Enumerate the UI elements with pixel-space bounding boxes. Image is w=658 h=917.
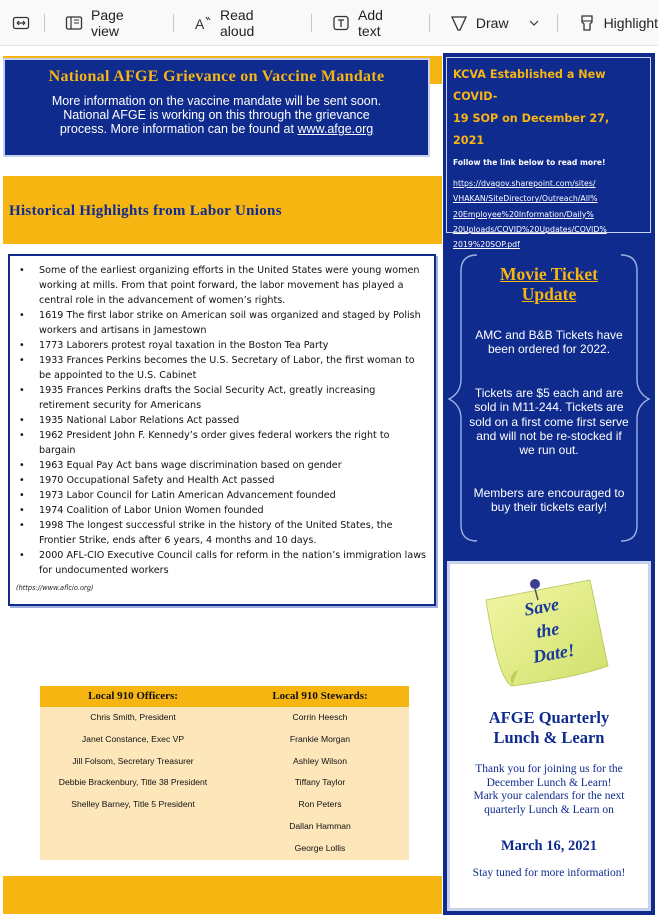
- fit-width-icon: [12, 14, 30, 32]
- list-item: • 1935 National Labor Relations Act passed: [16, 413, 428, 428]
- toolbar-divider: [173, 14, 174, 32]
- draw-icon: [450, 14, 468, 32]
- list-item: • 1974 Coalition of Labor Union Women founded: [16, 503, 428, 518]
- lunch-learn-title-line: Lunch & Learn: [493, 728, 605, 747]
- officer-name: Jill Folsom, Secretary Treasurer: [72, 755, 194, 766]
- stewards-column: [236, 686, 404, 860]
- list-item: • 1935 Frances Perkins drafts the Social Security Act, greatly increasing retirement security for Americans: [16, 383, 428, 413]
- svg-text:A: A: [195, 15, 205, 32]
- highlight-button[interactable]: [578, 0, 658, 45]
- officer-name: Chris Smith, President: [90, 712, 176, 722]
- lunch-learn-line: Thank you for joining us for the December Lunch & Learn!: [475, 763, 623, 789]
- bottom-yellow-band: [3, 876, 442, 914]
- list-item: • 1963 Equal Pay Act bans wage discrimination based on gender: [16, 458, 428, 473]
- sop-link-line[interactable]: 20Uploads/COVID%20Updates/COVID%: [453, 224, 607, 234]
- grievance-title: National AFGE Grievance on Vaccine Mandate: [48, 68, 385, 85]
- lunch-learn-title-line: AFGE Quarterly: [488, 708, 610, 727]
- highlight-icon: [578, 14, 596, 32]
- toolbar-divider: [429, 14, 430, 32]
- steward-name: Dallan Hamman: [289, 820, 351, 831]
- movie-title-line: Movie Ticket: [499, 264, 599, 284]
- sop-link-line[interactable]: 20Employee%20Information/Daily%: [453, 209, 594, 219]
- list-item: • 1962 President John F. Kennedy’s order gives federal workers the right to bargain: [16, 428, 428, 458]
- stewards-title: Local 910 Stewards:: [272, 690, 368, 702]
- add-text-button[interactable]: [332, 0, 409, 45]
- draw-button[interactable]: [450, 0, 509, 45]
- list-item: • 1998 The longest successful strike in the history of the United States, the Frontier Strike, ends after 6 years, 4 months and 10 days.: [16, 518, 428, 548]
- movie-paragraph: Tickets are $5 each and are sold in M11-244. Tickets are sold on a first come first serve and will not be re-stocked if we run out.: [469, 386, 629, 458]
- highlights-list: [16, 263, 428, 578]
- officers-column: [40, 686, 226, 816]
- draw-label: Draw: [475, 14, 509, 31]
- right-sidebar: [443, 53, 655, 915]
- movie-title: [463, 264, 635, 304]
- list-item: • 1933 Frances Perkins becomes the U.S. Secretary of Labor, the first woman to be appointed to the U.S. Cabinet: [16, 353, 428, 383]
- steward-name: Tiffany Taylor: [294, 777, 346, 788]
- sop-link-line[interactable]: https://dvagov.sharepoint.com/sites/: [453, 179, 596, 188]
- officer-name: Janet Constance, Exec VP: [81, 733, 185, 744]
- kcva-title-line: 19 SOP on December 27, 2021: [453, 112, 610, 147]
- officers-title: Local 910 Officers:: [88, 690, 178, 702]
- note-text: Date!: [531, 639, 577, 667]
- movie-ticket-box: [443, 253, 655, 545]
- steward-name: Ashley Wilson: [293, 755, 347, 766]
- grievance-line: More information on the vaccine mandate will be sent soon.: [51, 94, 382, 108]
- steward-name: Ron Peters: [298, 799, 342, 810]
- grievance-body: [5, 94, 428, 136]
- grievance-line: [25, 122, 408, 136]
- afge-link[interactable]: www.afge.org: [297, 122, 374, 136]
- chevron-down-icon[interactable]: [525, 14, 543, 32]
- lunch-learn-title: [450, 708, 648, 748]
- sop-link-line[interactable]: VHAKAN/SiteDirectory/Outreach/All%: [453, 194, 598, 204]
- reader-toolbar: [0, 0, 658, 46]
- sop-link-line[interactable]: 2019%20SOP.pdf: [453, 240, 520, 250]
- toolbar-divider: [44, 14, 45, 32]
- kcva-subtitle: Follow the link below to read more!: [453, 158, 606, 167]
- toolbar-divider: [311, 14, 312, 32]
- officers-table: [40, 686, 409, 860]
- grievance-box: [3, 58, 430, 157]
- read-aloud-label: Read aloud: [220, 6, 255, 39]
- page-view-icon: [65, 14, 83, 32]
- page-view-button[interactable]: [65, 0, 155, 45]
- highlights-source: (https://www.aflcio.org): [16, 584, 94, 592]
- steward-name: Corrin Heesch: [292, 712, 348, 722]
- kcva-title-line: KCVA Established a New COVID-: [453, 68, 606, 103]
- lunch-learn-line: Mark your calendars for the next quarterly Lunch & Learn on: [473, 790, 625, 816]
- movie-title-line: Update: [521, 284, 577, 304]
- newsletter-page: [0, 46, 658, 917]
- highlights-heading: Historical Highlights from Labor Unions: [9, 203, 282, 219]
- add-text-label: Add text: [358, 6, 383, 39]
- highlight-label: Highlight: [603, 14, 658, 31]
- list-item: • 1773 Laborers protest royal taxation in the Boston Tea Party: [16, 338, 428, 353]
- kcva-title: [453, 64, 644, 152]
- highlights-box: [8, 254, 436, 606]
- list-item: • 1970 Occupational Safety and Health Act passed: [16, 473, 428, 488]
- fit-width-button[interactable]: [12, 0, 30, 45]
- lunch-learn-stay-tuned: Stay tuned for more information!: [472, 867, 626, 879]
- sop-link[interactable]: [453, 176, 644, 252]
- read-aloud-button[interactable]: [194, 0, 291, 45]
- kcva-box: [446, 57, 651, 250]
- list-item: • 2000 AFL-CIO Executive Council calls for reform in the nation’s immigration laws for undocumented workers: [16, 548, 428, 578]
- note-text: Save: [522, 593, 561, 620]
- list-item: • Some of the earliest organizing efforts in the United States were young women working at mills. From that point forward, the labor movement has played a central role in the advancement of women’s rights.: [16, 263, 428, 308]
- steward-name: George Lollis: [294, 842, 346, 853]
- read-aloud-icon: [194, 14, 212, 32]
- sticky-note-icon: [478, 570, 618, 690]
- toolbar-divider: [557, 14, 558, 32]
- lunch-learn-date: March 16, 2021: [501, 838, 597, 854]
- movie-paragraph: Members are encouraged to buy their tickets early!: [473, 486, 625, 515]
- save-the-date-box: [447, 561, 651, 911]
- grievance-line-text: process. More information can be found at: [59, 122, 294, 136]
- highlights-heading-band: [3, 176, 442, 244]
- steward-name: Frankie Morgan: [289, 733, 351, 744]
- lunch-learn-text: [456, 763, 642, 817]
- note-text: the: [534, 618, 561, 642]
- grievance-line: National AFGE is working on this through the grievance: [63, 108, 370, 122]
- page-view-label: Page view: [91, 6, 124, 39]
- movie-paragraph: AMC and B&B Tickets have been ordered for 2022.: [475, 328, 623, 357]
- list-item: • 1973 Labor Council for Latin American Advancement founded: [16, 488, 428, 503]
- add-text-icon: [332, 14, 350, 32]
- officer-name: Shelley Barney, Title 5 President: [71, 799, 195, 810]
- list-item: • 1619 The first labor strike on American soil was organized and staged by Polish workers and artisans in Jamestown: [16, 308, 428, 338]
- officer-name: Debbie Brackenbury, Title 38 President: [58, 777, 208, 788]
